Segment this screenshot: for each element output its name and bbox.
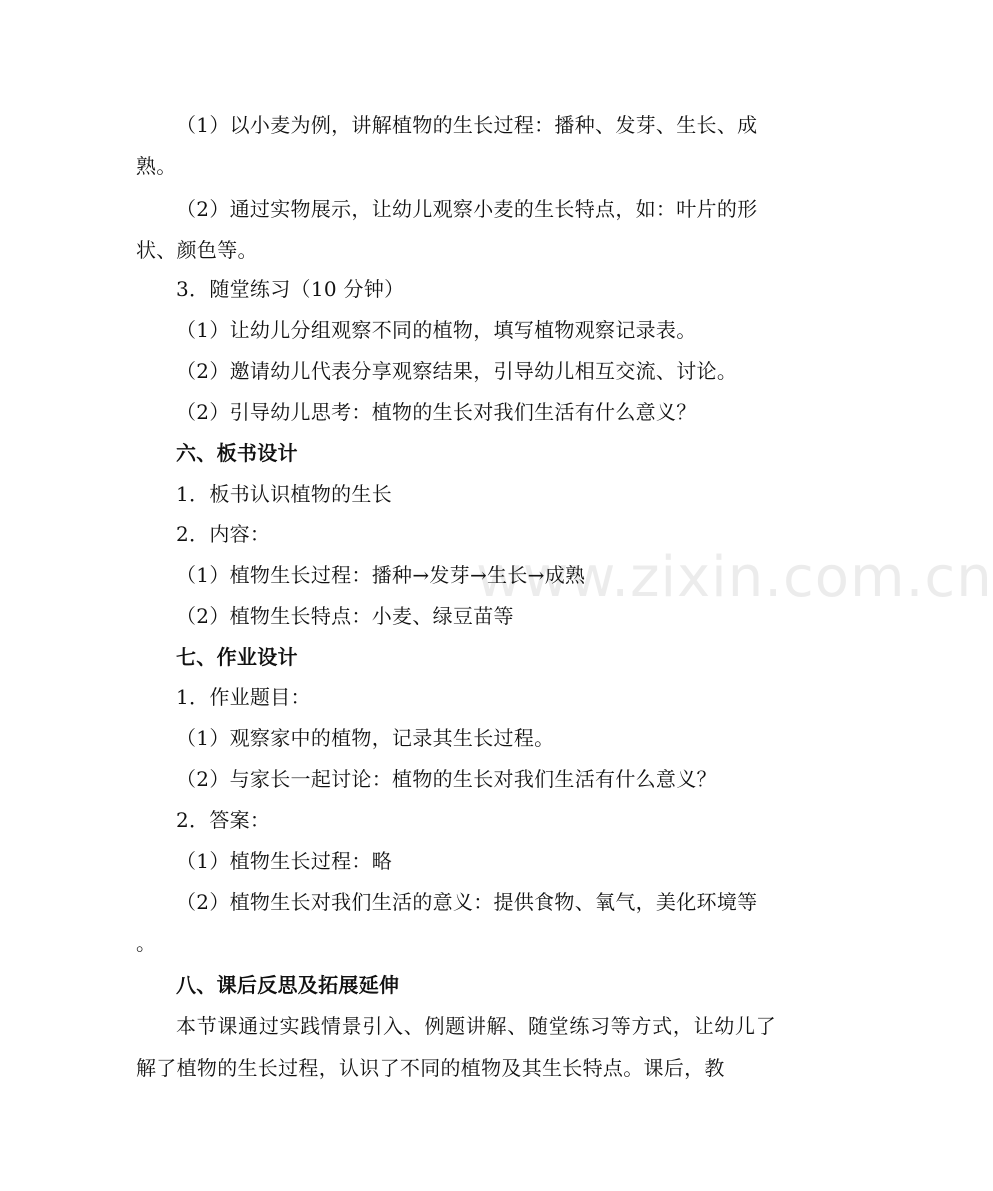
section-7-heading: 七、作业设计 [176,645,298,669]
homework-item-2: 2．答案： [176,808,271,832]
board-item-1: 1．板书认识植物的生长 [176,482,393,506]
homework-item-1-2: （2）与家长一起讨论：植物的生长对我们生活有什么意义？ [176,767,717,791]
section-6-heading: 六、板书设计 [176,441,298,465]
board-item-2: 2．内容： [176,522,271,546]
homework-item-1-1: （1）观察家中的植物，记录其生长过程。 [176,726,555,750]
step-2-item-2-line-1: （2）通过实物展示，让幼儿观察小麦的生长特点，如：叶片的形 [176,197,758,221]
step-3-item-1: （1）让幼儿分组观察不同的植物，填写植物观察记录表。 [176,318,697,342]
step-3-item-2: （2）邀请幼儿代表分享观察结果，引导幼儿相互交流、讨论。 [176,359,738,383]
step-2-item-1-line-2: 熟。 [136,154,177,178]
homework-item-1: 1．作业题目： [176,685,311,709]
step-3-item-3: （2）引导幼儿思考：植物的生长对我们生活有什么意义？ [176,400,697,424]
step-2-item-1-line-1: （1）以小麦为例，讲解植物的生长过程：播种、发芽、生长、成 [176,113,758,137]
step-3-heading: 3．随堂练习（10 分钟） [176,277,405,301]
homework-item-2-2-line-2: 。 [136,931,157,955]
section-8-heading: 八、课后反思及拓展延伸 [176,973,400,997]
board-item-2-1: （1）植物生长过程：播种→发芽→生长→成熟 [176,563,586,587]
homework-item-2-1: （1）植物生长过程：略 [176,849,393,873]
homework-item-2-2-line-1: （2）植物生长对我们生活的意义：提供食物、氧气，美化环境等 [176,890,758,914]
reflection-paragraph: 本节课通过实践情景引入、例题讲解、随堂练习等方式，让幼儿了解了植物的生长过程，认识了不同的植物及其生长特点。课后，教 [136,1014,776,1080]
watermark: www.zixin.com.cn [476,545,993,610]
board-item-2-2: （2）植物生长特点：小麦、绿豆苗等 [176,604,514,628]
step-2-item-2-line-2: 状、颜色等。 [136,238,258,262]
